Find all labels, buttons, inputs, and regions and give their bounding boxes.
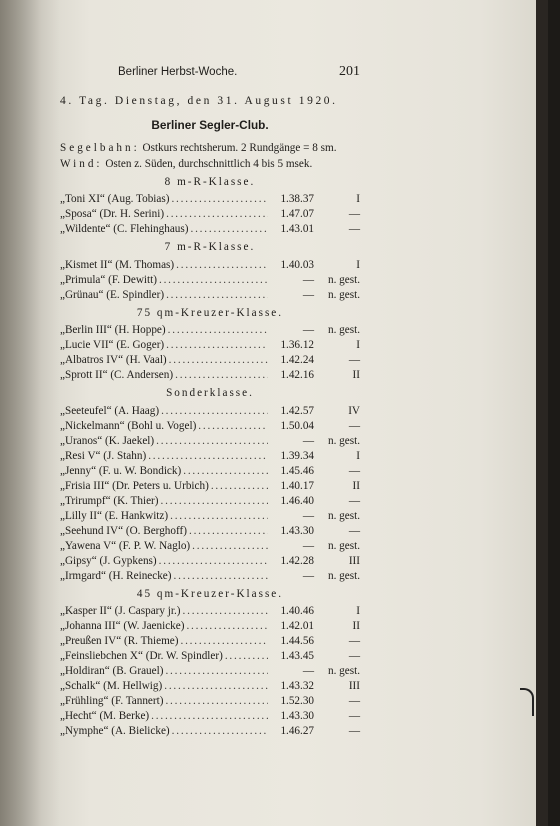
- leader-dots: [167, 353, 268, 368]
- placement: —: [348, 524, 360, 537]
- result-row: [60, 258, 360, 273]
- yacht-name: „Johanna III“ (W. Jaenicke): [60, 620, 185, 633]
- placement: n. gest.: [327, 273, 360, 286]
- page-edge: [536, 0, 548, 826]
- race-time: 1.42.57: [280, 404, 314, 417]
- leader-dots: [164, 338, 268, 353]
- race-time: 1.42.01: [280, 620, 314, 633]
- yacht-name: „Feinsliebchen X“ (Dr. W. Spindler): [60, 650, 223, 663]
- yacht-name: „Hecht“ (M. Berke): [60, 710, 150, 723]
- placement: III: [348, 680, 360, 693]
- result-row: [60, 569, 360, 584]
- leader-dots: [168, 509, 268, 524]
- leader-dots: [164, 288, 268, 303]
- race-time: 1.45.46: [280, 464, 314, 477]
- race-time: —: [302, 665, 314, 678]
- race-time: 1.42.16: [280, 369, 314, 382]
- race-time: 1.38.37: [280, 193, 314, 206]
- placement: I: [356, 449, 360, 462]
- result-row: [60, 619, 360, 634]
- result-row: [60, 368, 360, 383]
- placement: I: [356, 258, 360, 271]
- race-time: 1.40.03: [280, 258, 314, 271]
- yacht-name: „Jenny“ (F. u. W. Bondick): [60, 464, 182, 477]
- placement: n. gest.: [327, 288, 360, 301]
- leader-dots: [163, 664, 268, 679]
- race-time: 1.43.01: [280, 223, 314, 236]
- leader-dots: [159, 404, 268, 419]
- leader-dots: [181, 604, 268, 619]
- page-content: [60, 64, 360, 739]
- race-time: 1.46.27: [280, 725, 314, 738]
- placement: —: [348, 419, 360, 432]
- race-time: 1.47.07: [280, 208, 314, 221]
- result-row: [60, 323, 360, 338]
- yacht-name: „Preußen IV“ (R. Thieme): [60, 635, 179, 648]
- race-time: —: [302, 434, 314, 447]
- placement: II: [352, 620, 360, 633]
- race-time: —: [302, 273, 314, 286]
- result-row: [60, 679, 360, 694]
- leader-dots: [149, 709, 268, 724]
- race-time: —: [302, 288, 314, 301]
- yacht-name: „Sprott II“ (C. Andersen): [60, 369, 174, 382]
- result-row: [60, 494, 360, 509]
- leader-dots: [181, 464, 268, 479]
- placement: I: [356, 193, 360, 206]
- race-time: 1.44.56: [280, 635, 314, 648]
- result-row: [60, 404, 360, 419]
- result-row: [60, 709, 360, 724]
- result-row: [60, 664, 360, 679]
- race-time: —: [302, 324, 314, 337]
- yacht-name: „Primula“ (F. Dewitt): [60, 273, 157, 286]
- placement: IV: [348, 404, 360, 417]
- yacht-name: „Nymphe“ (A. Bielicke): [60, 725, 170, 738]
- yacht-name: „Berlin III“ (H. Hoppe): [60, 324, 166, 337]
- class-heading: 45 qm-Kreuzer-Klasse.: [136, 587, 284, 600]
- class-heading: 8 m-R-Klasse.: [164, 176, 256, 189]
- yacht-name: „Trirumpf“ (K. Thier): [60, 494, 159, 507]
- result-row: [60, 694, 360, 709]
- placement: —: [348, 494, 360, 507]
- placement: —: [348, 635, 360, 648]
- leader-dots: [187, 524, 268, 539]
- race-time: 1.40.46: [280, 605, 314, 618]
- race-time: 1.36.12: [280, 339, 314, 352]
- result-row: [60, 449, 360, 464]
- placement: —: [348, 695, 360, 708]
- yacht-name: „Schalk“ (M. Hellwig): [60, 680, 163, 693]
- page-number: 201: [339, 64, 360, 79]
- result-row: [60, 604, 360, 619]
- placement: —: [348, 650, 360, 663]
- leader-dots: [174, 258, 268, 273]
- result-row: [60, 479, 360, 494]
- binding-shadow: [0, 0, 60, 826]
- running-header: [60, 64, 360, 80]
- race-time: 1.42.24: [280, 354, 314, 367]
- race-time: 1.40.17: [280, 479, 314, 492]
- class-heading: 75 qm-Kreuzer-Klasse.: [136, 306, 284, 319]
- race-time: —: [302, 569, 314, 582]
- course-paragraph: [60, 141, 360, 156]
- result-row: [60, 464, 360, 479]
- placement: I: [356, 339, 360, 352]
- leader-dots: [190, 539, 268, 554]
- race-time: 1.43.45: [280, 650, 314, 663]
- placement: —: [348, 354, 360, 367]
- placement: n. gest.: [327, 569, 360, 582]
- result-row: [60, 273, 360, 288]
- yacht-name: „Resi V“ (J. Stahn): [60, 449, 147, 462]
- yacht-name: „Gipsy“ (J. Gypkens): [60, 554, 157, 567]
- leader-dots: [196, 419, 268, 434]
- yacht-name: „Seeteufel“ (A. Haag): [60, 404, 160, 417]
- yacht-name: „Holdiran“ (B. Grauel): [60, 665, 164, 678]
- race-time: —: [302, 539, 314, 552]
- yacht-name: „Toni XI“ (Aug. Tobias): [60, 193, 170, 206]
- race-time: 1.52.30: [280, 695, 314, 708]
- placement: —: [348, 725, 360, 738]
- class-heading: 7 m-R-Klasse.: [164, 241, 256, 254]
- club-heading: Berliner Segler-Club.: [151, 117, 269, 132]
- yacht-name: „Kasper II“ (J. Caspary jr.): [60, 605, 181, 618]
- yacht-name: „Lilly II“ (E. Hankwitz): [60, 509, 169, 522]
- dateline: 4. Tag. Dienstag, den 31. August 1920.: [60, 95, 338, 108]
- course-text: Ostkurs rechtsherum. 2 Rundgänge = 8 sm.: [139, 142, 337, 155]
- result-row: [60, 634, 360, 649]
- leader-dots: [170, 724, 268, 739]
- yacht-name: „Yawena V“ (F. P. W. Naglo): [60, 539, 191, 552]
- yacht-name: „Kismet II“ (M. Thomas): [60, 258, 175, 271]
- wind-label: Wind:: [60, 157, 103, 170]
- race-time: —: [302, 509, 314, 522]
- leader-dots: [159, 494, 269, 509]
- leader-dots: [154, 434, 268, 449]
- wind-text: Osten z. Süden, durchschnittlich 4 bis 5 msek.: [102, 157, 313, 170]
- placement: II: [352, 479, 360, 492]
- leader-dots: [163, 694, 268, 709]
- leader-dots: [169, 192, 268, 207]
- yacht-name: „Uranos“ (K. Jaekel): [60, 434, 155, 447]
- yacht-name: „Wildente“ (C. Flehinghaus): [60, 223, 189, 236]
- race-time: 1.43.30: [280, 524, 314, 537]
- placement: —: [348, 208, 360, 221]
- yacht-name: „Grünau“ (E. Spindler): [60, 288, 165, 301]
- placement: I: [356, 605, 360, 618]
- yacht-name: „Seehund IV“ (O. Berghoff): [60, 524, 187, 537]
- pencil-mark: [520, 688, 534, 716]
- leader-dots: [209, 479, 268, 494]
- placement: III: [348, 554, 360, 567]
- placement: n. gest.: [327, 434, 360, 447]
- result-row: [60, 353, 360, 368]
- yacht-name: „Irmgard“ (H. Reinecke): [60, 569, 172, 582]
- yacht-name: „Lucie VII“ (E. Goger): [60, 339, 165, 352]
- race-time: 1.50.04: [280, 419, 314, 432]
- race-time: 1.39.34: [280, 449, 314, 462]
- leader-dots: [162, 679, 268, 694]
- placement: —: [348, 223, 360, 236]
- results-list: [60, 175, 360, 739]
- leader-dots: [146, 449, 268, 464]
- result-row: [60, 207, 360, 222]
- leader-dots: [157, 554, 268, 569]
- placement: n. gest.: [327, 324, 360, 337]
- placement: —: [348, 464, 360, 477]
- result-row: [60, 288, 360, 303]
- yacht-name: „Albatros IV“ (H. Vaal): [60, 354, 167, 367]
- result-row: [60, 338, 360, 353]
- race-time: 1.43.32: [280, 680, 314, 693]
- result-row: [60, 524, 360, 539]
- leader-dots: [173, 368, 268, 383]
- result-row: [60, 554, 360, 569]
- yacht-name: „Sposa“ (Dr. H. Serini): [60, 208, 165, 221]
- result-row: [60, 192, 360, 207]
- placement: —: [348, 710, 360, 723]
- leader-dots: [166, 323, 268, 338]
- leader-dots: [164, 207, 268, 222]
- result-row: [60, 509, 360, 524]
- class-heading: Sonderklasse.: [166, 387, 254, 400]
- leader-dots: [157, 273, 268, 288]
- leader-dots: [172, 569, 268, 584]
- leader-dots: [178, 634, 268, 649]
- race-time: 1.42.28: [280, 554, 314, 567]
- running-title: Berliner Herbst-Woche.: [118, 66, 238, 78]
- result-row: [60, 434, 360, 449]
- leader-dots: [188, 222, 268, 237]
- wind-paragraph: [60, 157, 360, 172]
- race-time: 1.43.30: [280, 710, 314, 723]
- yacht-name: „Nickelmann“ (Bohl u. Vogel): [60, 419, 197, 432]
- placement: n. gest.: [327, 665, 360, 678]
- leader-dots: [223, 649, 268, 664]
- course-label: Segelbahn:: [60, 142, 140, 155]
- race-time: 1.46.40: [280, 494, 314, 507]
- placement: n. gest.: [327, 509, 360, 522]
- leader-dots: [184, 619, 268, 634]
- placement: II: [352, 369, 360, 382]
- result-row: [60, 539, 360, 554]
- placement: n. gest.: [327, 539, 360, 552]
- result-row: [60, 419, 360, 434]
- yacht-name: „Frühling“ (F. Tannert): [60, 695, 164, 708]
- result-row: [60, 724, 360, 739]
- result-row: [60, 222, 360, 237]
- result-row: [60, 649, 360, 664]
- yacht-name: „Frisia III“ (Dr. Peters u. Urbich): [60, 479, 209, 492]
